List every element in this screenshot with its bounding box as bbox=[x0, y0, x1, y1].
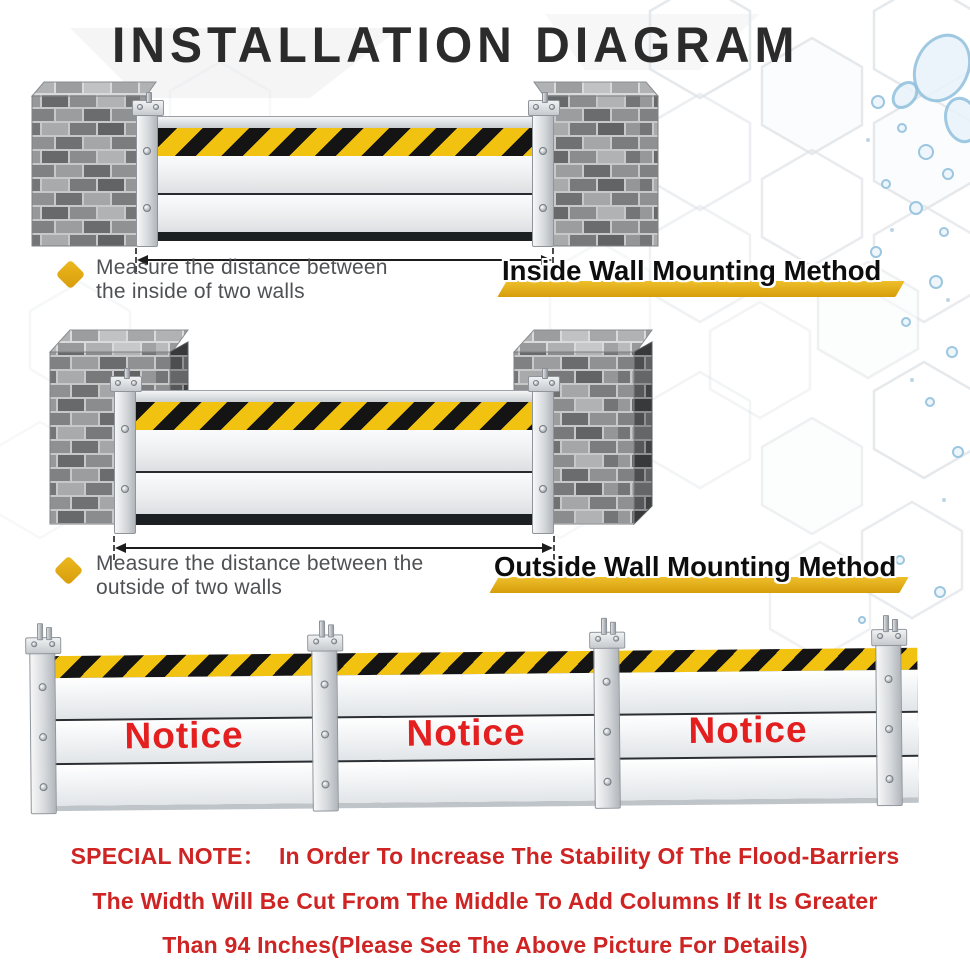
screw bbox=[603, 678, 611, 686]
post-bolt bbox=[146, 92, 152, 103]
post-cap bbox=[25, 637, 61, 654]
diagram-outside-mount bbox=[36, 328, 686, 560]
screw bbox=[331, 638, 337, 644]
screw bbox=[40, 783, 48, 791]
screw bbox=[549, 380, 555, 386]
screw bbox=[31, 641, 37, 647]
notice-label: Notice bbox=[124, 714, 244, 757]
barrier-boards bbox=[134, 430, 534, 514]
screw bbox=[121, 425, 129, 433]
caption-line: Measure the distance between bbox=[96, 256, 388, 279]
barrier-board bbox=[156, 195, 534, 232]
barrier-board bbox=[134, 473, 534, 514]
screw bbox=[877, 633, 883, 639]
screw bbox=[885, 725, 893, 733]
screw bbox=[153, 104, 159, 110]
screw bbox=[533, 104, 539, 110]
post-bolt bbox=[601, 618, 607, 635]
barrier-bottom-seal bbox=[134, 514, 534, 525]
caption-line: Measure the distance between the bbox=[96, 552, 424, 575]
screw bbox=[539, 204, 547, 212]
notice-label: Notice bbox=[406, 711, 526, 754]
post-bolt bbox=[124, 368, 130, 379]
column-post bbox=[875, 638, 903, 806]
screw bbox=[39, 733, 47, 741]
post-bolt bbox=[37, 623, 43, 640]
notice-label: Notice bbox=[688, 708, 808, 751]
mounting-post-right bbox=[532, 108, 554, 247]
screw bbox=[137, 104, 143, 110]
post-bolt bbox=[542, 368, 548, 379]
caption-line: the inside of two walls bbox=[96, 280, 305, 304]
screw bbox=[885, 775, 893, 783]
post-cap bbox=[871, 629, 907, 646]
hazard-stripe bbox=[134, 402, 534, 430]
screw bbox=[49, 641, 55, 647]
method-label-inside bbox=[496, 254, 910, 300]
screw bbox=[143, 204, 151, 212]
post-bolt bbox=[892, 619, 898, 632]
screw bbox=[885, 675, 893, 683]
diamond-bullet-icon bbox=[56, 260, 86, 290]
screw bbox=[533, 380, 539, 386]
method-label-text: Inside Wall Mounting Method bbox=[502, 255, 882, 286]
diamond-bullet-icon bbox=[54, 556, 84, 586]
caption-inside bbox=[96, 256, 388, 305]
flood-barrier bbox=[136, 102, 554, 248]
special-note-line: Than 94 Inches(Please See The Above Picture For Details) bbox=[162, 932, 808, 958]
screw bbox=[39, 683, 47, 691]
screw bbox=[613, 636, 619, 642]
post-bolt bbox=[319, 620, 325, 637]
screw bbox=[131, 380, 137, 386]
screw bbox=[595, 636, 601, 642]
barrier-board bbox=[156, 156, 534, 193]
post-bolt bbox=[328, 624, 334, 637]
screw bbox=[539, 425, 547, 433]
screw bbox=[115, 380, 121, 386]
post-bolt bbox=[46, 627, 52, 640]
caption-outside bbox=[96, 552, 423, 601]
caption-line: outside of two walls bbox=[96, 576, 283, 600]
special-note-line: The Width Will Be Cut From The Middle To Add Columns If It Is Greater bbox=[92, 888, 878, 914]
screw bbox=[549, 104, 555, 110]
screw bbox=[539, 147, 547, 155]
special-note-line: SPECIAL NOTE： In Order To Increase The Stability Of The Flood-Barriers bbox=[70, 843, 900, 869]
screw bbox=[539, 485, 547, 493]
screw bbox=[321, 730, 329, 738]
screw bbox=[603, 728, 611, 736]
column-post bbox=[593, 641, 621, 809]
long-flood-barrier bbox=[27, 624, 931, 829]
measure-line bbox=[118, 547, 550, 549]
screw bbox=[604, 778, 612, 786]
screw bbox=[143, 147, 151, 155]
method-label-outside bbox=[488, 550, 914, 596]
post-bolt bbox=[883, 615, 889, 632]
post-cap bbox=[589, 632, 625, 649]
flood-barrier bbox=[114, 384, 554, 534]
screw bbox=[322, 780, 330, 788]
screw bbox=[313, 639, 319, 645]
column-post bbox=[29, 646, 57, 814]
diagram-inside-mount bbox=[28, 80, 662, 264]
screw bbox=[321, 680, 329, 688]
method-label-text: Outside Wall Mounting Method bbox=[494, 551, 897, 582]
column-post bbox=[311, 643, 339, 811]
post-cap bbox=[307, 634, 343, 651]
post-bolt bbox=[610, 622, 616, 635]
screw bbox=[121, 485, 129, 493]
mounting-post-left bbox=[114, 384, 136, 534]
barrier-boards bbox=[156, 156, 534, 232]
special-note bbox=[0, 838, 970, 976]
screw bbox=[895, 633, 901, 639]
page-title: INSTALLATION DIAGRAM bbox=[112, 17, 800, 74]
mounting-post-left bbox=[136, 108, 158, 247]
post-bolt bbox=[542, 92, 548, 103]
barrier-bottom-seal bbox=[156, 232, 534, 241]
hazard-stripe bbox=[156, 128, 534, 156]
barrier-board bbox=[134, 430, 534, 471]
mounting-post-right bbox=[532, 384, 554, 534]
